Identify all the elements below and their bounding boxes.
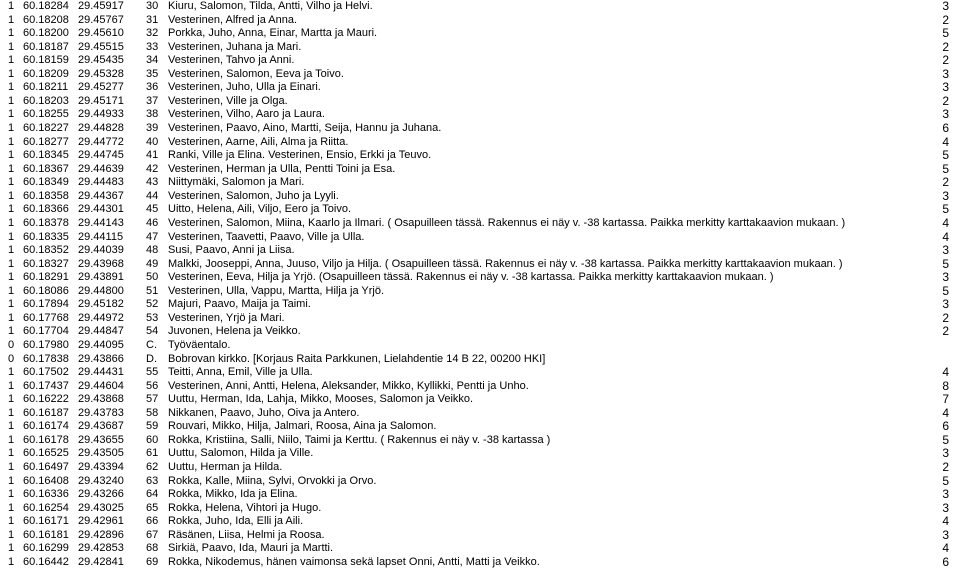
row-latitude: 60.17768 (23, 311, 69, 324)
row-latitude: 60.17838 (23, 352, 69, 365)
row-description: Vesterinen, Juhana ja Mari. (168, 40, 302, 53)
row-flag: 1 (8, 284, 15, 297)
row-latitude: 60.16222 (23, 393, 69, 406)
row-description: Vesterinen, Juho, Ulla ja Einari. (168, 81, 321, 94)
row-count: 4 (942, 365, 949, 380)
table-row (0, 203, 960, 217)
row-count: 6 (942, 419, 949, 434)
row-longitude: 29.44115 (78, 230, 124, 243)
row-count: 3 (942, 0, 949, 13)
row-number: 37 (146, 94, 159, 107)
row-description: Rokka, Juho, Ida, Elli ja Aili. (168, 515, 304, 528)
row-flag: 1 (8, 216, 15, 229)
row-count: 5 (942, 202, 949, 217)
row-description: Vesterinen, Ville ja Olga. (168, 94, 288, 107)
row-latitude: 60.18291 (23, 271, 69, 284)
table-row (0, 393, 960, 407)
table-row (0, 285, 960, 299)
row-description: Työväentalo. (168, 339, 231, 351)
table-row (0, 81, 960, 95)
row-number: 41 (146, 149, 159, 162)
table-row (0, 190, 960, 204)
row-latitude: 60.16497 (23, 461, 69, 474)
row-count: 3 (942, 188, 949, 203)
row-count: 4 (942, 541, 949, 556)
row-count: 2 (942, 53, 949, 68)
table-row (0, 122, 960, 136)
row-description: Räsänen, Liisa, Helmi ja Roosa. (168, 528, 325, 541)
row-longitude: 29.44039 (78, 244, 124, 257)
row-longitude: 29.45277 (78, 81, 124, 94)
row-longitude: 29.45610 (78, 27, 124, 40)
row-latitude: 60.17894 (23, 298, 69, 311)
row-number: 55 (146, 366, 159, 379)
table-row (0, 298, 960, 312)
row-description: Rokka, Mikko, Ida ja Elina. (168, 488, 298, 501)
row-description: Uuttu, Herman, Ida, Lahja, Mikko, Mooses, Salomon ja Veikko. (168, 393, 474, 406)
table-row (0, 54, 960, 68)
row-longitude: 29.43266 (78, 488, 124, 501)
row-number: 67 (146, 528, 159, 541)
row-description: Vesterinen, Taavetti, Paavo, Ville ja Ulla. (168, 230, 365, 243)
row-latitude: 60.18366 (23, 203, 69, 216)
table-row (0, 108, 960, 122)
row-count: 5 (942, 473, 949, 488)
row-flag: 1 (8, 13, 15, 26)
row-description: Uuttu, Salomon, Hilda ja Ville. (168, 447, 314, 460)
row-longitude: 29.44933 (78, 108, 124, 121)
row-flag: 1 (8, 298, 15, 311)
row-description: Vesterinen, Tahvo ja Anni. (168, 54, 295, 67)
row-longitude: 29.43868 (78, 393, 124, 406)
row-number: 46 (146, 216, 159, 229)
row-count: 2 (942, 460, 949, 475)
row-longitude: 29.44431 (78, 366, 124, 379)
table-row (0, 515, 960, 529)
row-longitude: 29.44772 (78, 135, 124, 148)
row-latitude: 60.16178 (23, 433, 69, 446)
row-number: 54 (146, 325, 159, 338)
row-description: Malkki, Jooseppi, Anna, Juuso, Viljo ja Hilja. ( Osapuilleen tässä. Rakennus ei näy v. -38 kartassa. Paikka merkitty karttakaavion mukaan. ) (168, 257, 843, 270)
row-longitude: 29.43394 (78, 461, 124, 474)
row-number: 48 (146, 244, 159, 257)
row-count: 3 (942, 500, 949, 515)
row-count: 4 (942, 229, 949, 244)
row-number: 35 (146, 67, 159, 80)
row-count: 3 (942, 527, 949, 542)
row-count: 5 (942, 161, 949, 176)
row-description: Vesterinen, Anni, Antti, Helena, Aleksander, Mikko, Kyllikki, Pentti ja Unho. (168, 379, 529, 392)
row-flag: 1 (8, 501, 15, 514)
row-longitude: 29.45182 (78, 298, 124, 311)
row-description: Nikkanen, Paavo, Juho, Oiva ja Antero. (168, 406, 360, 419)
row-flag: 1 (8, 94, 15, 107)
table-row (0, 475, 960, 489)
row-count: 3 (942, 446, 949, 461)
row-count: 3 (942, 487, 949, 502)
row-description: Vesterinen, Salomon, Juho ja Lyyli. (168, 189, 339, 202)
row-description: Vesterinen, Paavo, Aino, Martti, Seija, Hannu ja Juhana. (168, 122, 442, 135)
row-count: 3 (942, 243, 949, 258)
row-description: Vesterinen, Salomon, Miina, Kaarlo ja Ilmari. ( Osapuilleen tässä. Rakennus ei näy v. -38 kartassa. Paikka merkitty karttakaavion mukaan. ) (168, 216, 846, 229)
row-flag: 1 (8, 54, 15, 67)
row-flag: 0 (8, 339, 15, 351)
row-longitude: 29.42853 (78, 542, 124, 555)
row-number: 36 (146, 81, 159, 94)
row-longitude: 29.43866 (78, 352, 124, 365)
row-flag: 1 (8, 488, 15, 501)
table-row (0, 312, 960, 326)
row-count: 5 (942, 26, 949, 41)
row-description: Niittymäki, Salomon ja Mari. (168, 176, 305, 189)
row-longitude: 29.45171 (78, 94, 124, 107)
row-flag: 1 (8, 542, 15, 555)
row-description: Bobrovan kirkko. [Korjaus Raita Parkkunen, Lielahdentie 14 B 22, 00200 HKI] (168, 352, 546, 365)
row-longitude: 29.42961 (78, 515, 124, 528)
row-number: 50 (146, 271, 159, 284)
row-count: 5 (942, 283, 949, 298)
row-count: 2 (942, 39, 949, 54)
row-latitude: 60.18349 (23, 176, 69, 189)
row-latitude: 60.17980 (23, 339, 69, 351)
row-flag: 1 (8, 379, 15, 392)
row-latitude: 60.18159 (23, 54, 69, 67)
row-flag: 1 (8, 0, 15, 12)
row-number: 44 (146, 189, 159, 202)
row-number: C. (146, 339, 157, 351)
row-flag: 1 (8, 230, 15, 243)
row-count: 3 (942, 66, 949, 81)
table-row (0, 502, 960, 516)
row-count: 5 (942, 432, 949, 447)
row-number: 30 (146, 0, 159, 12)
row-latitude: 60.16408 (23, 474, 69, 487)
row-flag: 1 (8, 189, 15, 202)
table-row (0, 420, 960, 434)
row-number: 43 (146, 176, 159, 189)
row-description: Vesterinen, Yrjö ja Mari. (168, 311, 285, 324)
row-longitude: 29.44745 (78, 149, 124, 162)
table-row (0, 217, 960, 231)
row-flag: 1 (8, 176, 15, 189)
row-longitude: 29.44143 (78, 216, 124, 229)
row-description: Vesterinen, Vilho, Aaro ja Laura. (168, 108, 325, 121)
row-longitude: 29.44301 (78, 203, 124, 216)
row-latitude: 60.18345 (23, 149, 69, 162)
row-flag: 1 (8, 325, 15, 338)
row-longitude: 29.44828 (78, 122, 124, 135)
row-flag: 1 (8, 474, 15, 487)
row-latitude: 60.18378 (23, 216, 69, 229)
row-description: Juvonen, Helena ja Veikko. (168, 325, 301, 338)
row-latitude: 60.16254 (23, 501, 69, 514)
row-flag: 1 (8, 515, 15, 528)
row-longitude: 29.44367 (78, 189, 124, 202)
table-row (0, 149, 960, 163)
row-number: 65 (146, 501, 159, 514)
table-row (0, 407, 960, 421)
row-flag: 1 (8, 447, 15, 460)
table-row (0, 244, 960, 258)
row-number: 39 (146, 122, 159, 135)
row-flag: 1 (8, 40, 15, 53)
row-longitude: 29.43687 (78, 420, 124, 433)
row-latitude: 60.18367 (23, 162, 69, 175)
row-longitude: 29.43891 (78, 271, 124, 284)
row-number: 53 (146, 311, 159, 324)
row-count: 7 (942, 392, 949, 407)
row-number: 60 (146, 433, 159, 446)
row-description: Kiuru, Salomon, Tilda, Antti, Vilho ja Helvi. (168, 0, 373, 12)
row-description: Vesterinen, Salomon, Eeva ja Toivo. (168, 67, 344, 80)
row-flag: 1 (8, 393, 15, 406)
row-flag: 1 (8, 406, 15, 419)
row-latitude: 60.18352 (23, 244, 69, 257)
table-row (0, 325, 960, 339)
table-row (0, 529, 960, 543)
row-description: Vesterinen, Ulla, Vappu, Martta, Hilja ja Yrjö. (168, 284, 385, 297)
row-latitude: 60.18211 (23, 81, 69, 94)
row-latitude: 60.18187 (23, 40, 69, 53)
row-number: 33 (146, 40, 159, 53)
table-row (0, 488, 960, 502)
row-latitude: 60.17437 (23, 379, 69, 392)
row-latitude: 60.18227 (23, 122, 69, 135)
table-row (0, 271, 960, 285)
row-count: 2 (942, 93, 949, 108)
table-row (0, 136, 960, 150)
row-description: Rokka, Kalle, Miina, Sylvi, Orvokki ja Orvo. (168, 474, 377, 487)
row-longitude: 29.44847 (78, 325, 124, 338)
row-description: Susi, Paavo, Anni ja Liisa. (168, 244, 295, 257)
table-row (0, 380, 960, 394)
row-number: 42 (146, 162, 159, 175)
row-longitude: 29.43968 (78, 257, 124, 270)
row-flag: 1 (8, 257, 15, 270)
table-row (0, 556, 960, 570)
row-description: Vesterinen, Eeva, Hilja ja Yrjö. (Osapuilleen tässä. Rakennus ei näy v. -38 kartassa. Paikka merkitty karttakaavion mukaan. ) (168, 271, 774, 284)
row-count: 2 (942, 12, 949, 27)
row-flag: 1 (8, 162, 15, 175)
row-number: 40 (146, 135, 159, 148)
row-flag: 1 (8, 461, 15, 474)
table-row (0, 95, 960, 109)
row-latitude: 60.18255 (23, 108, 69, 121)
row-latitude: 60.17704 (23, 325, 69, 338)
row-number: 62 (146, 461, 159, 474)
row-longitude: 29.44095 (78, 339, 124, 351)
row-number: 38 (146, 108, 159, 121)
row-description: Rouvari, Mikko, Hilja, Jalmari, Roosa, Aina ja Salomon. (168, 420, 437, 433)
row-latitude: 60.18200 (23, 27, 69, 40)
table-row (0, 542, 960, 556)
row-flag: 1 (8, 433, 15, 446)
row-description: Rokka, Kristiina, Salli, Niilo, Taimi ja Kerttu. ( Rakennus ei näy v. -38 kartassa ) (168, 433, 551, 446)
table-row (0, 27, 960, 41)
row-latitude: 60.16442 (23, 555, 69, 568)
row-latitude: 60.18284 (23, 0, 69, 12)
row-latitude: 60.16525 (23, 447, 69, 460)
row-latitude: 60.18277 (23, 135, 69, 148)
row-longitude: 29.44800 (78, 284, 124, 297)
table-row (0, 176, 960, 190)
row-latitude: 60.18209 (23, 67, 69, 80)
row-longitude: 29.43505 (78, 447, 124, 460)
row-count: 3 (942, 270, 949, 285)
row-longitude: 29.44604 (78, 379, 124, 392)
row-latitude: 60.16174 (23, 420, 69, 433)
row-longitude: 29.45515 (78, 40, 124, 53)
table-row (0, 163, 960, 177)
table-row (0, 339, 960, 353)
row-number: 47 (146, 230, 159, 243)
row-count: 6 (942, 121, 949, 136)
row-number: 34 (146, 54, 159, 67)
row-number: 66 (146, 515, 159, 528)
row-flag: 1 (8, 420, 15, 433)
row-count: 3 (942, 297, 949, 312)
row-number: 69 (146, 555, 159, 568)
row-count: 8 (942, 378, 949, 393)
table-row (0, 447, 960, 461)
table-row (0, 41, 960, 55)
row-flag: 1 (8, 244, 15, 257)
row-count: 4 (942, 134, 949, 149)
row-flag: 1 (8, 122, 15, 135)
row-number: 64 (146, 488, 159, 501)
row-count: 2 (942, 175, 949, 190)
row-description: Uuttu, Herman ja Hilda. (168, 461, 283, 474)
row-description: Majuri, Paavo, Maija ja Taimi. (168, 298, 311, 311)
row-longitude: 29.45328 (78, 67, 124, 80)
row-number: 32 (146, 27, 159, 40)
row-latitude: 60.16181 (23, 528, 69, 541)
row-longitude: 29.45435 (78, 54, 124, 67)
row-description: Ranki, Ville ja Elina. Vesterinen, Ensio, Erkki ja Teuvo. (168, 149, 432, 162)
row-number: 68 (146, 542, 159, 555)
row-flag: 1 (8, 67, 15, 80)
row-flag: 0 (8, 352, 15, 365)
row-flag: 1 (8, 27, 15, 40)
row-description: Teitti, Anna, Emil, Ville ja Ulla. (168, 366, 313, 379)
row-description: Vesterinen, Aarne, Aili, Alma ja Riitta. (168, 135, 349, 148)
row-latitude: 60.17502 (23, 366, 69, 379)
row-longitude: 29.44972 (78, 311, 124, 324)
row-longitude: 29.44483 (78, 176, 124, 189)
row-latitude: 60.16336 (23, 488, 69, 501)
row-number: 58 (146, 406, 159, 419)
row-longitude: 29.43025 (78, 501, 124, 514)
row-count: 5 (942, 148, 949, 163)
row-description: Sirkiä, Paavo, Ida, Mauri ja Martti. (168, 542, 334, 555)
table-row (0, 14, 960, 28)
row-count: 2 (942, 310, 949, 325)
row-flag: 1 (8, 311, 15, 324)
row-longitude: 29.43783 (78, 406, 124, 419)
table-row (0, 366, 960, 380)
table-row (0, 353, 960, 367)
table-row (0, 68, 960, 82)
row-count: 6 (942, 554, 949, 569)
row-number: 51 (146, 284, 159, 297)
row-number: 31 (146, 13, 159, 26)
row-number: 45 (146, 203, 159, 216)
row-latitude: 60.18335 (23, 230, 69, 243)
row-flag: 1 (8, 203, 15, 216)
row-longitude: 29.45767 (78, 13, 124, 26)
row-description: Rokka, Helena, Vihtori ja Hugo. (168, 501, 322, 514)
row-flag: 1 (8, 81, 15, 94)
row-number: 61 (146, 447, 159, 460)
row-count: 4 (942, 514, 949, 529)
row-number: 56 (146, 379, 159, 392)
row-number: 63 (146, 474, 159, 487)
row-flag: 1 (8, 366, 15, 379)
row-description: Uitto, Helena, Aili, Viljo, Eero ja Toivo. (168, 203, 352, 216)
table-row (0, 434, 960, 448)
row-count: 2 (942, 324, 949, 339)
table-row (0, 231, 960, 245)
row-description: Porkka, Juho, Anna, Einar, Martta ja Mauri. (168, 27, 378, 40)
row-latitude: 60.18203 (23, 94, 69, 107)
row-longitude: 29.42896 (78, 528, 124, 541)
row-latitude: 60.18358 (23, 189, 69, 202)
row-count: 3 (942, 80, 949, 95)
row-latitude: 60.18086 (23, 284, 69, 297)
row-number: 57 (146, 393, 159, 406)
row-count: 5 (942, 256, 949, 271)
row-latitude: 60.16171 (23, 515, 69, 528)
row-longitude: 29.43655 (78, 433, 124, 446)
row-flag: 1 (8, 149, 15, 162)
row-count: 4 (942, 215, 949, 230)
table-row (0, 461, 960, 475)
row-flag: 1 (8, 528, 15, 541)
row-longitude: 29.44639 (78, 162, 124, 175)
row-number: D. (146, 352, 157, 365)
row-number: 59 (146, 420, 159, 433)
row-longitude: 29.45917 (78, 0, 124, 12)
table-row (0, 258, 960, 272)
table-row (0, 0, 960, 14)
row-flag: 1 (8, 271, 15, 284)
row-number: 52 (146, 298, 159, 311)
row-description: Rokka, Nikodemus, hänen vaimonsa sekä lapset Onni, Antti, Matti ja Veikko. (168, 555, 540, 568)
row-flag: 1 (8, 135, 15, 148)
row-longitude: 29.42841 (78, 555, 124, 568)
row-flag: 1 (8, 108, 15, 121)
row-count: 4 (942, 405, 949, 420)
row-count: 3 (942, 107, 949, 122)
row-description: Vesterinen, Herman ja Ulla, Pentti Toini ja Esa. (168, 162, 396, 175)
row-latitude: 60.16187 (23, 406, 69, 419)
row-number: 49 (146, 257, 159, 270)
row-latitude: 60.18208 (23, 13, 69, 26)
row-description: Vesterinen, Alfred ja Anna. (168, 13, 298, 26)
row-flag: 1 (8, 555, 15, 568)
row-latitude: 60.18327 (23, 257, 69, 270)
row-longitude: 29.43240 (78, 474, 124, 487)
row-latitude: 60.16299 (23, 542, 69, 555)
